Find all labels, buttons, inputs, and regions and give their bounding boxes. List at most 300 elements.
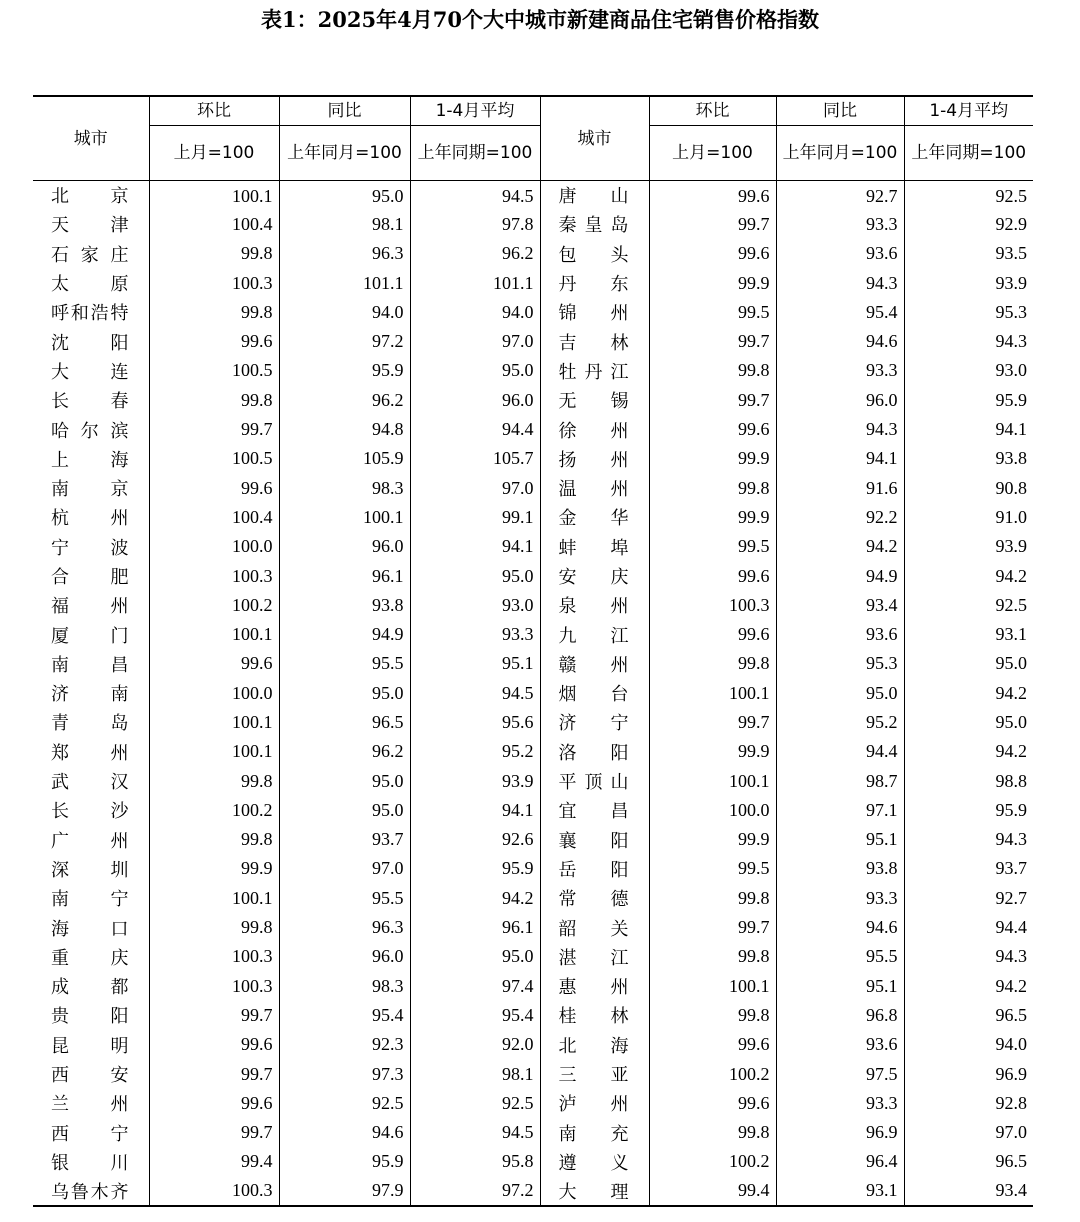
right-city-cell: 大理: [540, 1177, 649, 1206]
right-mom-cell: 99.7: [649, 708, 776, 737]
right-avg-cell: 96.5: [904, 1001, 1033, 1030]
right-mom-cell: 100.2: [649, 1147, 776, 1176]
left-yoy-cell: 96.0: [279, 532, 410, 561]
table-row: [33, 386, 1033, 415]
table-row: [33, 1177, 1033, 1206]
right-mom-cell: 99.7: [649, 327, 776, 356]
left-yoy-cell: 98.3: [279, 972, 410, 1001]
right-avg-cell: 96.5: [904, 1147, 1033, 1176]
left-yoy-cell: 98.1: [279, 210, 410, 239]
right-city-cell: 金华: [540, 503, 649, 532]
left-mom-cell: 100.4: [149, 210, 279, 239]
left-yoy-cell: 92.3: [279, 1030, 410, 1059]
left-avg-cell: 97.2: [410, 1177, 540, 1206]
left-avg-cell: 105.7: [410, 444, 540, 473]
right-yoy-cell: 92.7: [776, 181, 904, 210]
right-city-cell: 三亚: [540, 1059, 649, 1088]
right-avg-cell: 92.9: [904, 210, 1033, 239]
right-mom-cell: 99.8: [649, 1001, 776, 1030]
left-city-cell: 贵阳: [51, 1006, 129, 1028]
right-mom-cell: 99.5: [649, 298, 776, 327]
right-city-cell: 常德: [540, 884, 649, 913]
left-yoy-cell: 96.5: [279, 708, 410, 737]
left-yoy-cell: 95.4: [279, 1001, 410, 1030]
table-header: [33, 96, 1033, 181]
left-mom-cell: 99.4: [149, 1147, 279, 1176]
table-title: 表1：2025年4月70个大中城市新建商品住宅销售价格指数: [261, 7, 819, 32]
header-city-right: 城市: [540, 96, 649, 181]
table-row: [33, 942, 1033, 971]
right-yoy-cell: 94.6: [776, 327, 904, 356]
left-mom-cell: 100.1: [149, 884, 279, 913]
left-city-cell: 哈尔滨: [51, 420, 129, 442]
right-mom-cell: 100.1: [649, 766, 776, 795]
table-row: [33, 649, 1033, 678]
right-city-cell: 湛江: [540, 942, 649, 971]
left-avg-cell: 92.0: [410, 1030, 540, 1059]
left-avg-cell: 92.6: [410, 825, 540, 854]
right-yoy-cell: 93.6: [776, 620, 904, 649]
right-mom-cell: 99.8: [649, 356, 776, 385]
left-mom-cell: 100.5: [149, 444, 279, 473]
left-avg-cell: 101.1: [410, 268, 540, 297]
left-avg-cell: 97.0: [410, 473, 540, 502]
right-avg-cell: 94.2: [904, 679, 1033, 708]
right-avg-cell: 94.2: [904, 737, 1033, 766]
left-city-cell: 青岛: [51, 713, 129, 735]
right-mom-cell: 100.0: [649, 796, 776, 825]
right-yoy-cell: 96.8: [776, 1001, 904, 1030]
left-avg-cell: 95.9: [410, 854, 540, 883]
right-avg-cell: 91.0: [904, 503, 1033, 532]
right-avg-cell: 98.8: [904, 766, 1033, 795]
left-mom-cell: 100.3: [149, 942, 279, 971]
left-avg-cell: 98.1: [410, 1059, 540, 1088]
table-row: [33, 854, 1033, 883]
right-avg-cell: 94.0: [904, 1030, 1033, 1059]
right-yoy-cell: 95.0: [776, 679, 904, 708]
left-mom-cell: 100.1: [149, 708, 279, 737]
right-yoy-cell: 95.1: [776, 972, 904, 1001]
left-avg-cell: 95.8: [410, 1147, 540, 1176]
left-avg-cell: 96.0: [410, 386, 540, 415]
right-yoy-cell: 94.6: [776, 913, 904, 942]
right-mom-cell: 99.8: [649, 884, 776, 913]
left-mom-cell: 100.1: [149, 620, 279, 649]
left-avg-cell: 94.1: [410, 532, 540, 561]
right-avg-cell: 95.9: [904, 386, 1033, 415]
right-mom-cell: 99.6: [649, 1030, 776, 1059]
table-row: [33, 796, 1033, 825]
header-mom-right: 环比: [649, 96, 776, 126]
right-mom-cell: 99.8: [649, 942, 776, 971]
right-mom-cell: 100.1: [649, 679, 776, 708]
right-yoy-cell: 94.3: [776, 268, 904, 297]
left-mom-cell: 100.0: [149, 679, 279, 708]
right-avg-cell: 94.3: [904, 825, 1033, 854]
left-city-cell: 天津: [51, 215, 129, 237]
right-mom-cell: 99.9: [649, 825, 776, 854]
left-city-cell: 海口: [51, 918, 129, 940]
left-city-cell: 兰州: [51, 1094, 129, 1116]
left-avg-cell: 94.0: [410, 298, 540, 327]
right-yoy-cell: 94.4: [776, 737, 904, 766]
table-row: [33, 503, 1033, 532]
right-city-cell: 吉林: [540, 327, 649, 356]
right-mom-cell: 99.7: [649, 386, 776, 415]
left-mom-cell: 99.6: [149, 473, 279, 502]
right-mom-cell: 99.8: [649, 473, 776, 502]
right-avg-cell: 94.2: [904, 561, 1033, 590]
right-avg-cell: 95.3: [904, 298, 1033, 327]
right-mom-cell: 99.9: [649, 444, 776, 473]
right-mom-cell: 99.8: [649, 649, 776, 678]
right-yoy-cell: 94.3: [776, 415, 904, 444]
left-city-cell: 武汉: [51, 772, 129, 794]
right-city-cell: 九江: [540, 620, 649, 649]
table-row: [33, 268, 1033, 297]
right-city-cell: 襄阳: [540, 825, 649, 854]
left-mom-cell: 100.3: [149, 972, 279, 1001]
left-yoy-cell: 97.2: [279, 327, 410, 356]
left-city-cell: 厦门: [51, 625, 129, 647]
right-mom-cell: 100.1: [649, 972, 776, 1001]
right-mom-cell: 100.3: [649, 591, 776, 620]
header-yoy-base-right: 上年同月=100: [776, 126, 904, 181]
left-avg-cell: 95.4: [410, 1001, 540, 1030]
right-yoy-cell: 96.4: [776, 1147, 904, 1176]
left-yoy-cell: 105.9: [279, 444, 410, 473]
header-avg-left: 1-4月平均: [410, 96, 540, 126]
right-mom-cell: 99.9: [649, 268, 776, 297]
left-city-cell: 南京: [51, 479, 129, 501]
table-row: [33, 972, 1033, 1001]
right-city-cell: 秦皇岛: [540, 210, 649, 239]
table-row: [33, 356, 1033, 385]
left-mom-cell: 99.7: [149, 1118, 279, 1147]
right-yoy-cell: 94.2: [776, 532, 904, 561]
left-mom-cell: 99.8: [149, 386, 279, 415]
left-yoy-cell: 97.9: [279, 1177, 410, 1206]
right-yoy-cell: 93.3: [776, 884, 904, 913]
left-avg-cell: 97.4: [410, 972, 540, 1001]
right-city-cell: 丹东: [540, 268, 649, 297]
right-yoy-cell: 93.6: [776, 1030, 904, 1059]
table-row: [33, 884, 1033, 913]
right-city-cell: 桂林: [540, 1001, 649, 1030]
header-mom-base-left: 上月=100: [149, 126, 279, 181]
right-mom-cell: 99.7: [649, 210, 776, 239]
table-row: [33, 1001, 1033, 1030]
right-city-cell: 岳阳: [540, 854, 649, 883]
left-mom-cell: 100.3: [149, 268, 279, 297]
left-yoy-cell: 95.0: [279, 766, 410, 795]
right-yoy-cell: 95.3: [776, 649, 904, 678]
price-index-table: [33, 95, 1033, 1207]
right-avg-cell: 94.3: [904, 942, 1033, 971]
right-avg-cell: 94.1: [904, 415, 1033, 444]
right-city-cell: 洛阳: [540, 737, 649, 766]
left-avg-cell: 93.9: [410, 766, 540, 795]
left-city-cell: 郑州: [51, 742, 129, 764]
left-yoy-cell: 95.0: [279, 796, 410, 825]
left-avg-cell: 94.5: [410, 1118, 540, 1147]
left-yoy-cell: 97.3: [279, 1059, 410, 1088]
left-mom-cell: 99.9: [149, 854, 279, 883]
right-city-cell: 蚌埠: [540, 532, 649, 561]
table-row: [33, 1089, 1033, 1118]
left-avg-cell: 95.2: [410, 737, 540, 766]
right-yoy-cell: 97.5: [776, 1059, 904, 1088]
left-yoy-cell: 92.5: [279, 1089, 410, 1118]
right-avg-cell: 94.2: [904, 972, 1033, 1001]
left-avg-cell: 94.2: [410, 884, 540, 913]
left-avg-cell: 93.0: [410, 591, 540, 620]
right-avg-cell: 93.9: [904, 532, 1033, 561]
left-yoy-cell: 97.0: [279, 854, 410, 883]
left-mom-cell: 99.8: [149, 298, 279, 327]
left-city-cell: 乌鲁木齐: [51, 1181, 129, 1203]
left-yoy-cell: 95.9: [279, 1147, 410, 1176]
right-yoy-cell: 93.3: [776, 210, 904, 239]
right-city-cell: 北海: [540, 1030, 649, 1059]
left-city-cell: 北京: [51, 186, 129, 208]
right-city-cell: 泉州: [540, 591, 649, 620]
left-mom-cell: 100.1: [149, 737, 279, 766]
right-city-cell: 南充: [540, 1118, 649, 1147]
right-city-cell: 无锡: [540, 386, 649, 415]
left-city-cell: 深圳: [51, 859, 129, 881]
left-avg-cell: 94.1: [410, 796, 540, 825]
right-yoy-cell: 94.9: [776, 561, 904, 590]
left-city-cell: 石家庄: [51, 244, 129, 266]
left-yoy-cell: 96.2: [279, 737, 410, 766]
right-avg-cell: 92.8: [904, 1089, 1033, 1118]
left-mom-cell: 99.6: [149, 327, 279, 356]
right-mom-cell: 99.9: [649, 737, 776, 766]
right-mom-cell: 99.6: [649, 415, 776, 444]
left-yoy-cell: 94.9: [279, 620, 410, 649]
table-row: [33, 913, 1033, 942]
right-mom-cell: 99.7: [649, 913, 776, 942]
right-avg-cell: 93.0: [904, 356, 1033, 385]
right-yoy-cell: 91.6: [776, 473, 904, 502]
right-mom-cell: 99.9: [649, 503, 776, 532]
header-yoy-base-left: 上年同月=100: [279, 126, 410, 181]
right-yoy-cell: 92.2: [776, 503, 904, 532]
left-yoy-cell: 94.6: [279, 1118, 410, 1147]
header-yoy-left: 同比: [279, 96, 410, 126]
right-city-cell: 锦州: [540, 298, 649, 327]
right-yoy-cell: 93.8: [776, 854, 904, 883]
left-yoy-cell: 93.7: [279, 825, 410, 854]
left-yoy-cell: 94.0: [279, 298, 410, 327]
right-yoy-cell: 93.3: [776, 356, 904, 385]
left-avg-cell: 93.3: [410, 620, 540, 649]
left-city-cell: 成都: [51, 977, 129, 999]
right-yoy-cell: 93.4: [776, 591, 904, 620]
right-city-cell: 韶关: [540, 913, 649, 942]
header-city-left: 城市: [73, 128, 108, 149]
left-avg-cell: 95.6: [410, 708, 540, 737]
table-row: [33, 679, 1033, 708]
right-city-cell: 唐山: [540, 181, 649, 210]
left-city-cell: 合肥: [51, 567, 129, 588]
right-yoy-cell: 95.1: [776, 825, 904, 854]
table-row: [33, 708, 1033, 737]
right-city-cell: 安庆: [540, 561, 649, 590]
right-avg-cell: 93.7: [904, 854, 1033, 883]
header-yoy-right: 同比: [776, 96, 904, 126]
right-avg-cell: 93.1: [904, 620, 1033, 649]
left-city-cell: 西安: [51, 1065, 129, 1087]
left-mom-cell: 100.4: [149, 503, 279, 532]
table-row: [33, 737, 1033, 766]
left-city-cell: 大连: [51, 361, 129, 383]
table-row: [33, 1059, 1033, 1088]
left-mom-cell: 99.6: [149, 649, 279, 678]
right-mom-cell: 99.6: [649, 181, 776, 210]
left-yoy-cell: 96.3: [279, 913, 410, 942]
left-avg-cell: 94.5: [410, 679, 540, 708]
right-mom-cell: 99.6: [649, 561, 776, 590]
left-city-cell: 西宁: [51, 1123, 129, 1145]
right-city-cell: 遵义: [540, 1147, 649, 1176]
right-yoy-cell: 96.9: [776, 1118, 904, 1147]
right-mom-cell: 100.2: [649, 1059, 776, 1088]
left-mom-cell: 99.8: [149, 825, 279, 854]
left-mom-cell: 100.2: [149, 796, 279, 825]
right-city-cell: 宜昌: [540, 796, 649, 825]
right-avg-cell: 96.9: [904, 1059, 1033, 1088]
right-yoy-cell: 94.1: [776, 444, 904, 473]
left-mom-cell: 99.8: [149, 913, 279, 942]
right-yoy-cell: 93.6: [776, 239, 904, 268]
left-city-cell: 福州: [51, 596, 129, 618]
left-avg-cell: 95.0: [410, 561, 540, 590]
left-mom-cell: 100.1: [149, 181, 279, 210]
right-mom-cell: 99.6: [649, 239, 776, 268]
left-mom-cell: 99.7: [149, 415, 279, 444]
right-avg-cell: 95.0: [904, 708, 1033, 737]
left-yoy-cell: 95.5: [279, 884, 410, 913]
left-yoy-cell: 98.3: [279, 473, 410, 502]
left-yoy-cell: 100.1: [279, 503, 410, 532]
right-yoy-cell: 93.3: [776, 1089, 904, 1118]
right-city-cell: 徐州: [540, 415, 649, 444]
table-row: [33, 473, 1033, 502]
left-mom-cell: 99.7: [149, 1001, 279, 1030]
left-yoy-cell: 96.1: [279, 561, 410, 590]
right-mom-cell: 99.6: [649, 620, 776, 649]
right-avg-cell: 93.8: [904, 444, 1033, 473]
left-city-cell: 昆明: [51, 1035, 129, 1057]
left-avg-cell: 92.5: [410, 1089, 540, 1118]
table-row: [33, 591, 1033, 620]
left-avg-cell: 97.8: [410, 210, 540, 239]
right-city-cell: 济宁: [540, 708, 649, 737]
right-mom-cell: 99.5: [649, 532, 776, 561]
right-avg-cell: 97.0: [904, 1118, 1033, 1147]
left-avg-cell: 94.4: [410, 415, 540, 444]
left-yoy-cell: 95.9: [279, 356, 410, 385]
left-city-cell: 重庆: [51, 947, 129, 969]
left-city-cell: 杭州: [51, 508, 129, 530]
right-city-cell: 包头: [540, 239, 649, 268]
left-mom-cell: 99.6: [149, 1030, 279, 1059]
right-city-cell: 赣州: [540, 649, 649, 678]
left-mom-cell: 99.8: [149, 766, 279, 795]
right-mom-cell: 99.5: [649, 854, 776, 883]
table-row: [33, 327, 1033, 356]
right-city-cell: 扬州: [540, 444, 649, 473]
header-avg-base-right: 上年同期=100: [904, 126, 1033, 181]
left-avg-cell: 95.0: [410, 942, 540, 971]
left-mom-cell: 100.5: [149, 356, 279, 385]
table-row: [33, 561, 1033, 590]
left-yoy-cell: 95.0: [279, 181, 410, 210]
header-mom-base-right: 上月=100: [649, 126, 776, 181]
left-city-cell: 宁波: [51, 537, 129, 559]
right-mom-cell: 99.8: [649, 1118, 776, 1147]
table-row: [33, 444, 1033, 473]
table-row: [33, 1118, 1033, 1147]
left-city-cell: 沈阳: [51, 332, 129, 354]
left-city-cell: 南宁: [51, 889, 129, 911]
right-city-cell: 惠州: [540, 972, 649, 1001]
left-avg-cell: 99.1: [410, 503, 540, 532]
right-mom-cell: 99.4: [649, 1177, 776, 1206]
header-avg-right: 1-4月平均: [904, 96, 1033, 126]
left-yoy-cell: 93.8: [279, 591, 410, 620]
right-city-cell: 平顶山: [540, 766, 649, 795]
table-row: [33, 415, 1033, 444]
left-yoy-cell: 95.5: [279, 649, 410, 678]
right-mom-cell: 99.6: [649, 1089, 776, 1118]
table-row: [33, 298, 1033, 327]
right-avg-cell: 90.8: [904, 473, 1033, 502]
left-mom-cell: 100.3: [149, 1177, 279, 1206]
right-city-cell: 烟台: [540, 679, 649, 708]
left-avg-cell: 96.1: [410, 913, 540, 942]
right-avg-cell: 93.4: [904, 1177, 1033, 1206]
left-avg-cell: 96.2: [410, 239, 540, 268]
left-city-cell: 济南: [51, 684, 129, 706]
right-yoy-cell: 95.2: [776, 708, 904, 737]
left-mom-cell: 100.2: [149, 591, 279, 620]
left-mom-cell: 99.8: [149, 239, 279, 268]
right-avg-cell: 93.5: [904, 239, 1033, 268]
left-city-cell: 南昌: [51, 654, 129, 676]
header-mom-left: 环比: [149, 96, 279, 126]
table-row: [33, 210, 1033, 239]
left-city-cell: 呼和浩特: [51, 303, 129, 325]
table-row: [33, 1030, 1033, 1059]
right-avg-cell: 95.0: [904, 649, 1033, 678]
right-city-cell: 温州: [540, 473, 649, 502]
table-row: [33, 239, 1033, 268]
left-mom-cell: 99.7: [149, 1059, 279, 1088]
left-city-cell: 广州: [51, 830, 129, 852]
right-yoy-cell: 95.5: [776, 942, 904, 971]
table-row: [33, 825, 1033, 854]
right-city-cell: 泸州: [540, 1089, 649, 1118]
table-row: [33, 766, 1033, 795]
left-mom-cell: 100.0: [149, 532, 279, 561]
right-avg-cell: 93.9: [904, 268, 1033, 297]
left-yoy-cell: 95.0: [279, 679, 410, 708]
left-city-cell: 长沙: [51, 801, 129, 823]
